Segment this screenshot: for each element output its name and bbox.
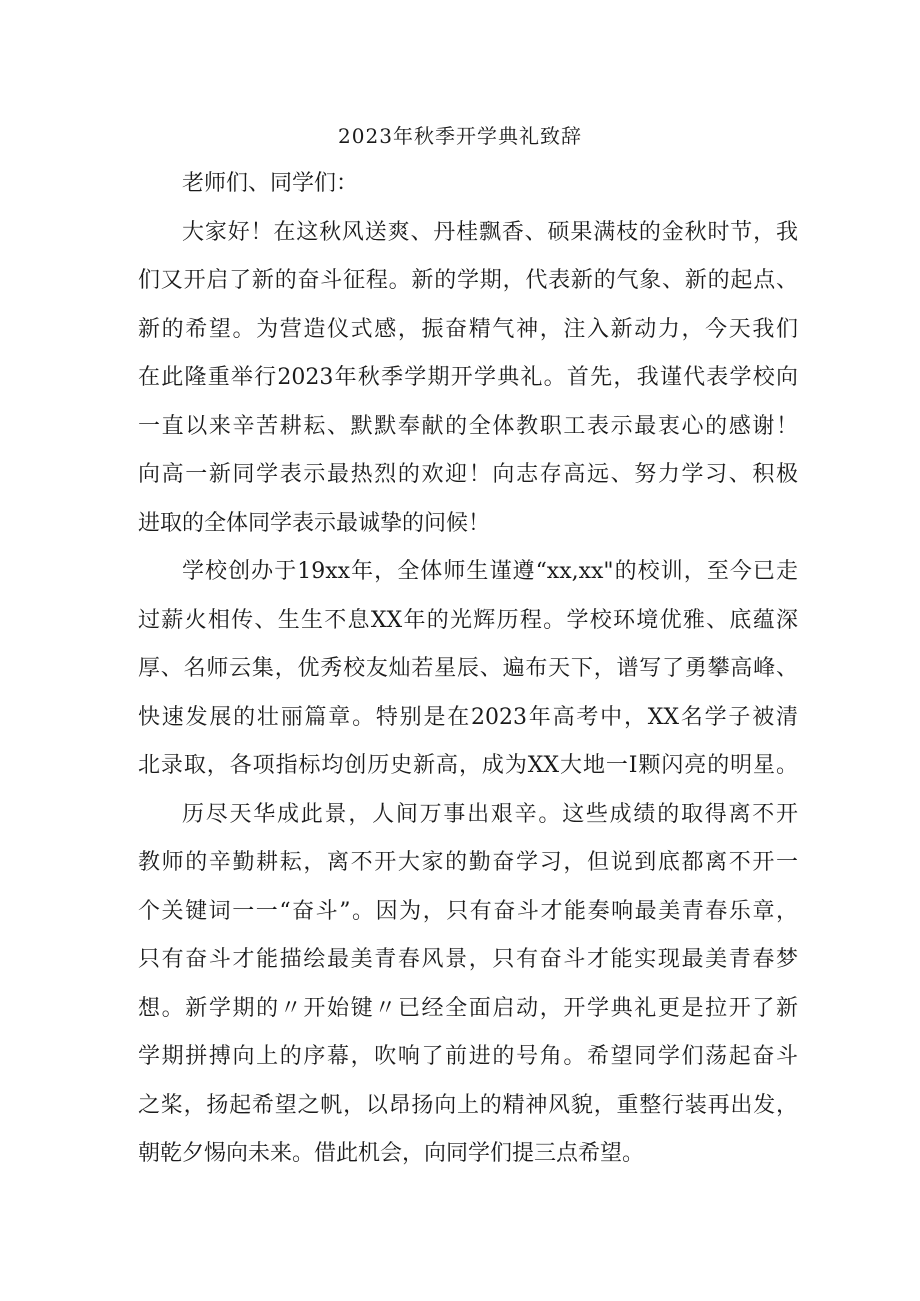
text-line: 只有奋斗才能描绘最美青春风景，只有奋斗才能实现最美青春梦 xyxy=(138,947,798,972)
text-line: 想。新学期的〃开始键〃已经全面启动，开学典礼更是拉开了新 xyxy=(138,995,798,1021)
text-line: 快速发展的壮丽篇章。特别是在2023年高考中，XX名学子被清 xyxy=(138,704,798,730)
text-line: 过薪火相传、生生不息XX年的光辉历程。学校环境优雅、底蕴深 xyxy=(138,607,798,633)
text-line: 新的希望。为营造仪式感，振奋精气神，注入新动力，今天我们 xyxy=(138,316,798,342)
text-line: 历尽天华成此景，人间万事出艰辛。这些成绩的取得离不开 xyxy=(182,801,798,827)
text-line: 学期拼搏向上的序幕，吹响了前进的号角。希望同学们荡起奋斗 xyxy=(138,1044,798,1069)
text-line: 一直以来辛苦耕耘、默默奉献的全体教职工表示最衷心的感谢！ xyxy=(138,413,798,439)
text-line: 朝乾夕惕向未来。借此机会，向同学们提三点希望。 xyxy=(138,1141,645,1166)
text-line: 教师的辛勤耕耘，离不开大家的勤奋学习，但说到底都离不开一 xyxy=(138,850,798,875)
text-line: 厚、名师云集，优秀校友灿若星辰、遍布天下，谱写了勇攀高峰、 xyxy=(138,656,798,681)
document-title: 2023年秋季开学典礼致辞 xyxy=(338,124,582,148)
text-line: 之桨，扬起希望之帆，以昂扬向上的精神风貌，重整行装再出发， xyxy=(138,1092,798,1118)
text-line: 个关键词一一“奋斗”。因为，只有奋斗才能奏响最美青春乐章， xyxy=(138,898,798,924)
text-line: 北录取，各项指标均创历史新高，成为XX大地一I颗闪亮的明星。 xyxy=(138,753,798,778)
text-line: 进取的全体同学表示最诚挚的问候！ xyxy=(138,510,491,536)
text-line: 在此隆重举行2023年秋季学期开学典礼。首先，我谨代表学校向 xyxy=(138,365,798,390)
text-line: 大家好！在这秋风送爽、丹桂飘香、硕果满枝的金秋时节，我 xyxy=(182,219,798,245)
document-body xyxy=(138,160,798,1179)
text-line: 向高一新同学表示最热烈的欢迎！向志存高远、努力学习、积极 xyxy=(138,462,798,487)
text-line: 们又开启了新的奋斗征程。新的学期，代表新的气象、新的起点、 xyxy=(138,268,798,293)
salutation: 老师们、同学们： xyxy=(182,171,359,196)
text-line: 学校创办于19xx年，全体师生谨遵“xx,xx"的校训，至今已走 xyxy=(182,559,798,584)
paragraph-lines xyxy=(138,209,798,1179)
